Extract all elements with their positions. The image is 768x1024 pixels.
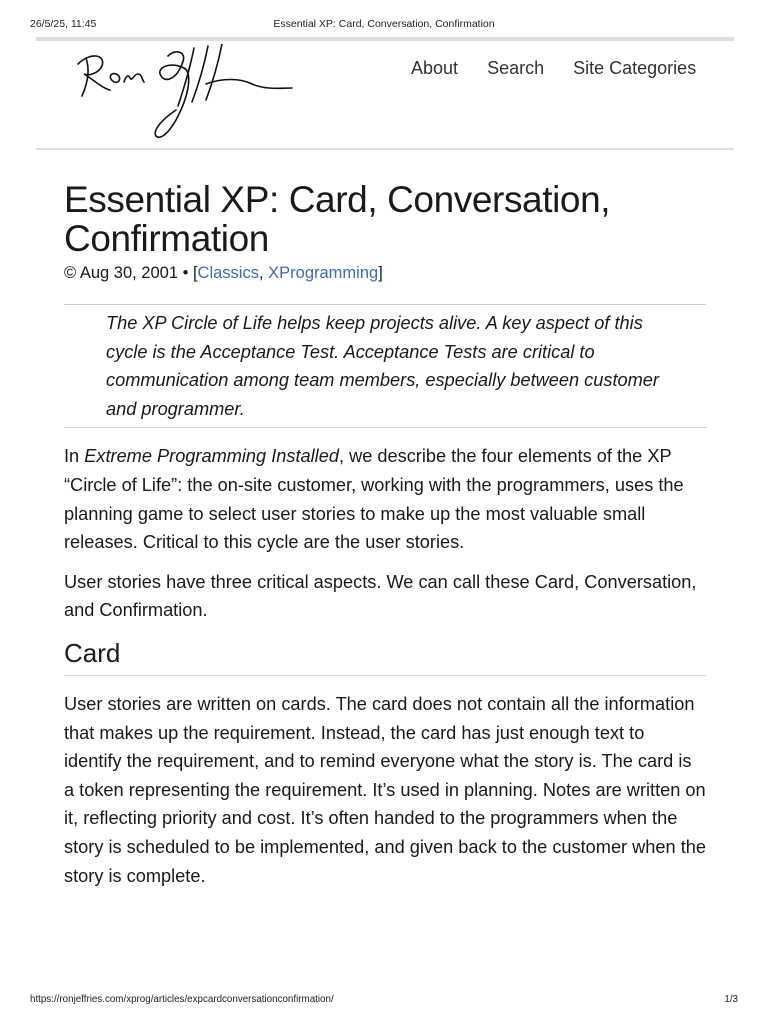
nav-site-categories-link[interactable]: Site Categories (573, 58, 697, 78)
page-title: Essential XP: Card, Conversation, Confirmation (64, 179, 611, 259)
article (64, 180, 706, 890)
article-meta (64, 262, 706, 284)
blockquote-text: The XP Circle of Life helps keep projects alive. A key aspect of this cycle is the Acceptance Test. Acceptance Tests are critical to communication among team members, especially between customer and programmer. (106, 313, 659, 419)
card-paragraph: User stories are written on cards. The card does not contain all the information that makes up the requirement. Instead, the card has just enough text to identify the requirement, and to remind everyone what the story is. The card is a token representing the requirement. It’s used in planning. Notes are written on it, reflecting priority and cost. It’s often handed to the programmers when the story is scheduled to be implemented, and given back to the customer when the story is complete. (64, 693, 706, 886)
article-date: © Aug 30, 2001 • [ (64, 264, 198, 282)
header-rule (36, 148, 734, 150)
aspects-paragraph: User stories have three critical aspects. We can call these Card, Conversation, and Confirmation. (64, 571, 697, 621)
signature-logo[interactable] (72, 44, 302, 146)
nav-about-link[interactable]: About (411, 58, 459, 78)
intro-rest: , we describe the four elements of the XP “Circle of Life”: the on-site customer, working with the programmers, uses the planning game to select user stories to make up the most valuable small releases. Critical to this cycle are the user stories. (64, 446, 684, 553)
summary-blockquote (64, 304, 706, 428)
intro-paragraph (64, 442, 706, 556)
print-title: Essential XP: Card, Conversation, Confirmation (273, 18, 495, 30)
category-link-xprogramming[interactable]: XProgramming (268, 264, 379, 282)
book-title: Extreme Programming Installed (84, 446, 339, 467)
section-heading-card: Card (64, 637, 706, 676)
category-link-classics[interactable]: Classics (197, 264, 259, 282)
print-url[interactable]: https://ronjeffries.com/xprog/articles/expcardconversationconfirmation/ (30, 994, 334, 1005)
top-rule (36, 37, 734, 41)
print-datetime: 26/5/25, 11:45 (30, 18, 97, 30)
intro-prefix: In (64, 446, 85, 467)
body-text (64, 442, 706, 625)
category-separator: , (258, 264, 269, 282)
print-header (0, 18, 768, 34)
site-nav (411, 58, 696, 79)
nav-search-link[interactable]: Search (487, 58, 545, 78)
card-section (64, 690, 706, 890)
page-number: 1/3 (724, 994, 738, 1005)
category-close: ] (378, 264, 383, 282)
